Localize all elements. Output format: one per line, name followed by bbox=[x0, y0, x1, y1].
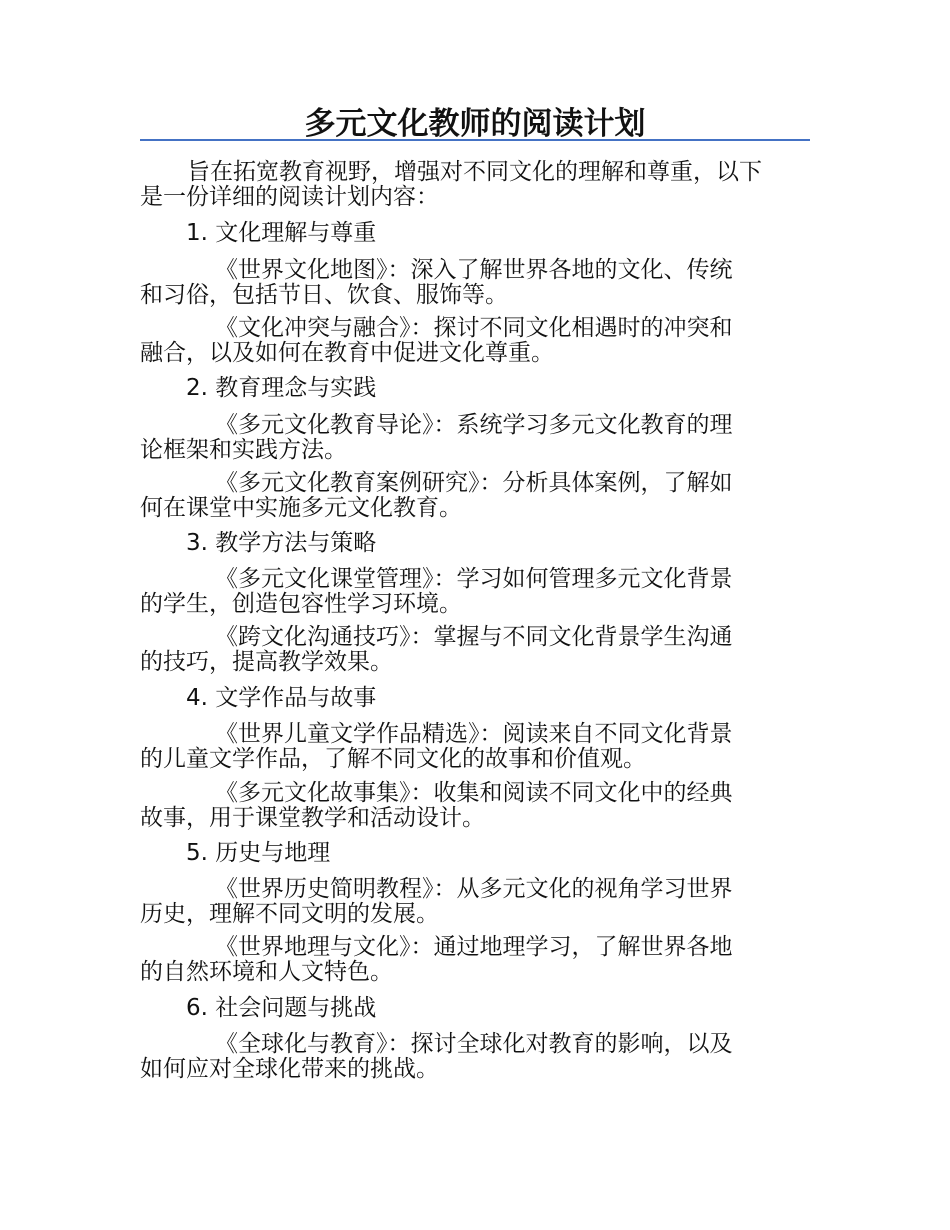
book-item-1-2 bbox=[140, 316, 733, 366]
section-heading-5: 5. 历史与地理 bbox=[186, 840, 331, 866]
book-item-line: 融合，以及如何在教育中促进文化尊重。 bbox=[140, 340, 554, 366]
book-item-3-2 bbox=[140, 625, 733, 675]
section-heading-3: 3. 教学方法与策略 bbox=[186, 530, 377, 556]
section-heading-6: 6. 社会问题与挑战 bbox=[186, 995, 377, 1021]
book-item-3-1 bbox=[140, 567, 733, 617]
book-item-line: 和习俗，包括节日、饮食、服饰等。 bbox=[140, 282, 508, 308]
section-heading-2: 2. 教育理念与实践 bbox=[186, 375, 377, 401]
book-item-line: 的技巧，提高教学效果。 bbox=[140, 649, 393, 675]
book-item-line: 《世界地理与文化》：通过地理学习，了解世界各地 bbox=[215, 934, 733, 960]
title-underline bbox=[140, 139, 810, 141]
book-item-1-1 bbox=[140, 258, 733, 308]
book-item-line: 论框架和实践方法。 bbox=[140, 437, 347, 463]
intro-paragraph bbox=[140, 160, 762, 210]
book-item-line: 的学生，创造包容性学习环境。 bbox=[140, 591, 462, 617]
book-item-line: 《世界历史简明教程》：从多元文化的视角学习世界 bbox=[215, 876, 733, 902]
book-item-2-1 bbox=[140, 413, 733, 463]
book-item-4-1 bbox=[140, 722, 733, 772]
book-item-line: 的儿童文学作品，了解不同文化的故事和价值观。 bbox=[140, 746, 646, 772]
book-item-line: 《多元文化教育导论》：系统学习多元文化教育的理 bbox=[215, 412, 733, 438]
book-item-line: 的自然环境和人文特色。 bbox=[140, 959, 393, 985]
book-item-5-2 bbox=[140, 935, 733, 985]
book-item-line: 何在课堂中实施多元文化教育。 bbox=[140, 495, 462, 521]
book-item-line: 历史，理解不同文明的发展。 bbox=[140, 901, 439, 927]
book-item-line: 《多元文化课堂管理》：学习如何管理多元文化背景 bbox=[215, 566, 733, 592]
section-heading-4: 4. 文学作品与故事 bbox=[186, 685, 377, 711]
book-item-line: 如何应对全球化带来的挑战。 bbox=[140, 1056, 439, 1082]
book-item-5-1 bbox=[140, 877, 733, 927]
book-item-line: 《全球化与教育》：探讨全球化对教育的影响，以及 bbox=[215, 1031, 733, 1057]
book-item-2-2 bbox=[140, 471, 733, 521]
book-item-6-1 bbox=[140, 1032, 733, 1082]
book-item-line: 《文化冲突与融合》：探讨不同文化相遇时的冲突和 bbox=[215, 315, 733, 341]
document-title: 多元文化教师的阅读计划 bbox=[304, 106, 646, 142]
section-heading-1: 1. 文化理解与尊重 bbox=[186, 220, 377, 246]
book-item-line: 《世界文化地图》：深入了解世界各地的文化、传统 bbox=[215, 257, 733, 283]
intro-line-1: 旨在拓宽教育视野，增强对不同文化的理解和尊重，以下 bbox=[187, 159, 762, 185]
book-item-4-2 bbox=[140, 781, 733, 831]
book-item-line: 《世界儿童文学作品精选》：阅读来自不同文化背景 bbox=[215, 721, 733, 747]
book-item-line: 《跨文化沟通技巧》：掌握与不同文化背景学生沟通 bbox=[215, 624, 733, 650]
book-item-line: 《多元文化故事集》：收集和阅读不同文化中的经典 bbox=[215, 780, 733, 806]
book-item-line: 《多元文化教育案例研究》：分析具体案例，了解如 bbox=[215, 470, 733, 496]
intro-line-2: 是一份详细的阅读计划内容： bbox=[140, 184, 439, 210]
book-item-line: 故事，用于课堂教学和活动设计。 bbox=[140, 805, 485, 831]
